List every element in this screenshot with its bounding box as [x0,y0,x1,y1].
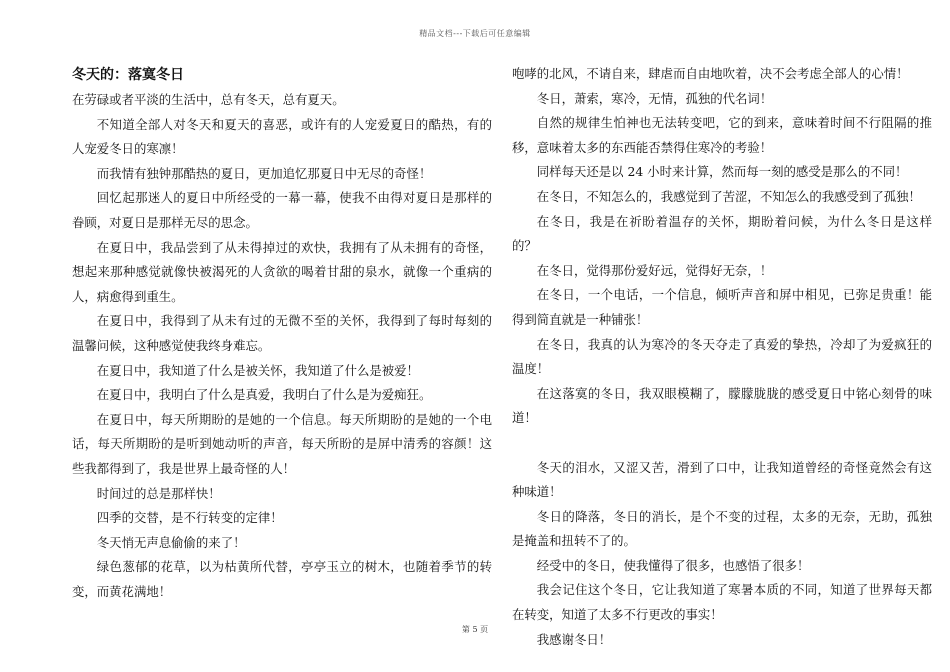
paragraph: 冬天的泪水，又涩又苦，滑到了口中，让我知道曾经的奇怪竟然会有这种味道！ [512,459,932,500]
paragraph: 我会记住这个冬日，它让我知道了寒暑本质的不同，知道了世界每天都在转变，知道了太多不行更改的事实！ [512,582,932,623]
paragraph: 而我情有独钟那酷热的夏日，更加追忆那夏日中无尽的奇怪！ [96,165,432,181]
paragraph: 不知道全部人对冬天和夏天的喜恶，或许有的人宠爱夏日的酷热，有的人宠爱冬日的寒凛！ [72,116,492,157]
paragraph: 在冬日，我是在祈盼着温存的关怀，期盼着问候，为什么冬日是这样的？ [512,213,932,254]
paragraph: 冬日的降落，冬日的消长，是个不变的过程，太多的无奈，无助，孤独是掩盖和扭转不了的。 [512,508,932,549]
paragraph: 回忆起那迷人的夏日中所经受的一幕一幕，使我不由得对夏日是那样的眷顾，对夏日是那样无尽的思念。 [72,190,492,230]
paragraph: 在这落寞的冬日，我双眼模糊了，朦朦胧胧的感受夏日中铭心刻骨的味道！ [512,385,932,426]
document-title: 冬天的：落寞冬日 [72,67,184,83]
paragraph: 在冬日，觉得那份爱好远，觉得好无奈，！ [536,262,773,278]
page-number: 第 5 页 [461,625,489,634]
paragraph: 时间过的总是那样快！ [96,485,221,501]
page-header: 精品文档---下载后可任意编辑 [419,29,531,38]
paragraph: 四季的交替，是不行转变的定律！ [96,510,283,526]
paragraph: 同样每天还是以 24 小时来计算，然而每一刻的感受是那么的不同！ [536,164,908,180]
paragraph: 在劳碌或者平淡的生活中，总有冬天，总有夏天。 [72,92,345,107]
paragraph: 在冬日，我真的认为寒冷的冬天夺走了真爱的挚热，冷却了为爱疯狂的温度！ [512,336,932,377]
paragraph: 在夏日中，我品尝到了从未得掉过的欢快，我拥有了从未拥有的奇怪，想起来那种感觉就像快被渴死的人贪欲的喝着甘甜的泉水，就像一个重病的人，病愈得到重生。 [72,239,492,304]
paragraph: 咆哮的北风，不请自来，肆虐而自由地吹着，决不会考虑全部人的心情！ [512,66,909,81]
paragraph: 在夏日中，每天所期盼的是她的一个信息。每天所期盼的是她的一个电话，每天所期盼的是听到她动听的声音，每天所盼的是屏中清秀的容颜！这些我都得到了，我是世界上最奇怪的人！ [72,411,492,476]
paragraph: 冬日，萧索，寒冷，无情，孤独的代名词！ [536,90,773,106]
paragraph: 我感谢冬日！ [536,631,612,647]
paragraph: 在夏日中，我知道了什么是被关怀，我知道了什么是被爱！ [96,362,419,378]
left-column [72,62,492,604]
paragraph: 在夏日中，我明白了什么是真爱，我明白了什么是为爱痴狂。 [96,387,432,403]
paragraph: 经受中的冬日，使我懂得了很多，也感悟了很多！ [536,557,810,573]
paragraph: 在冬日，不知怎么的，我感觉到了苦涩，不知怎么的我感受到了孤独！ [536,188,921,204]
right-column [512,62,932,652]
paragraph: 在夏日中，我得到了从未有过的无微不至的关怀，我得到了每时每刻的温馨问候，这种感觉使我终身难忘。 [72,313,492,353]
paragraph: 绿色葱郁的花草，以为枯黄所代替，亭亭玉立的树木，也随着季节的转变，而黄花满地！ [72,559,492,599]
paragraph: 自然的规律生怕神也无法转变吧，它的到来，意味着时间不行阻隔的推移，意味着太多的东西能否禁得住寒冷的考验！ [512,115,932,155]
paragraph: 冬天悄无声息偷偷的来了！ [96,534,246,550]
paragraph: 在冬日，一个电话，一个信息，倾听声音和屏中相见，已弥足贵重！能得到简直就是一种铺张！ [512,287,932,327]
